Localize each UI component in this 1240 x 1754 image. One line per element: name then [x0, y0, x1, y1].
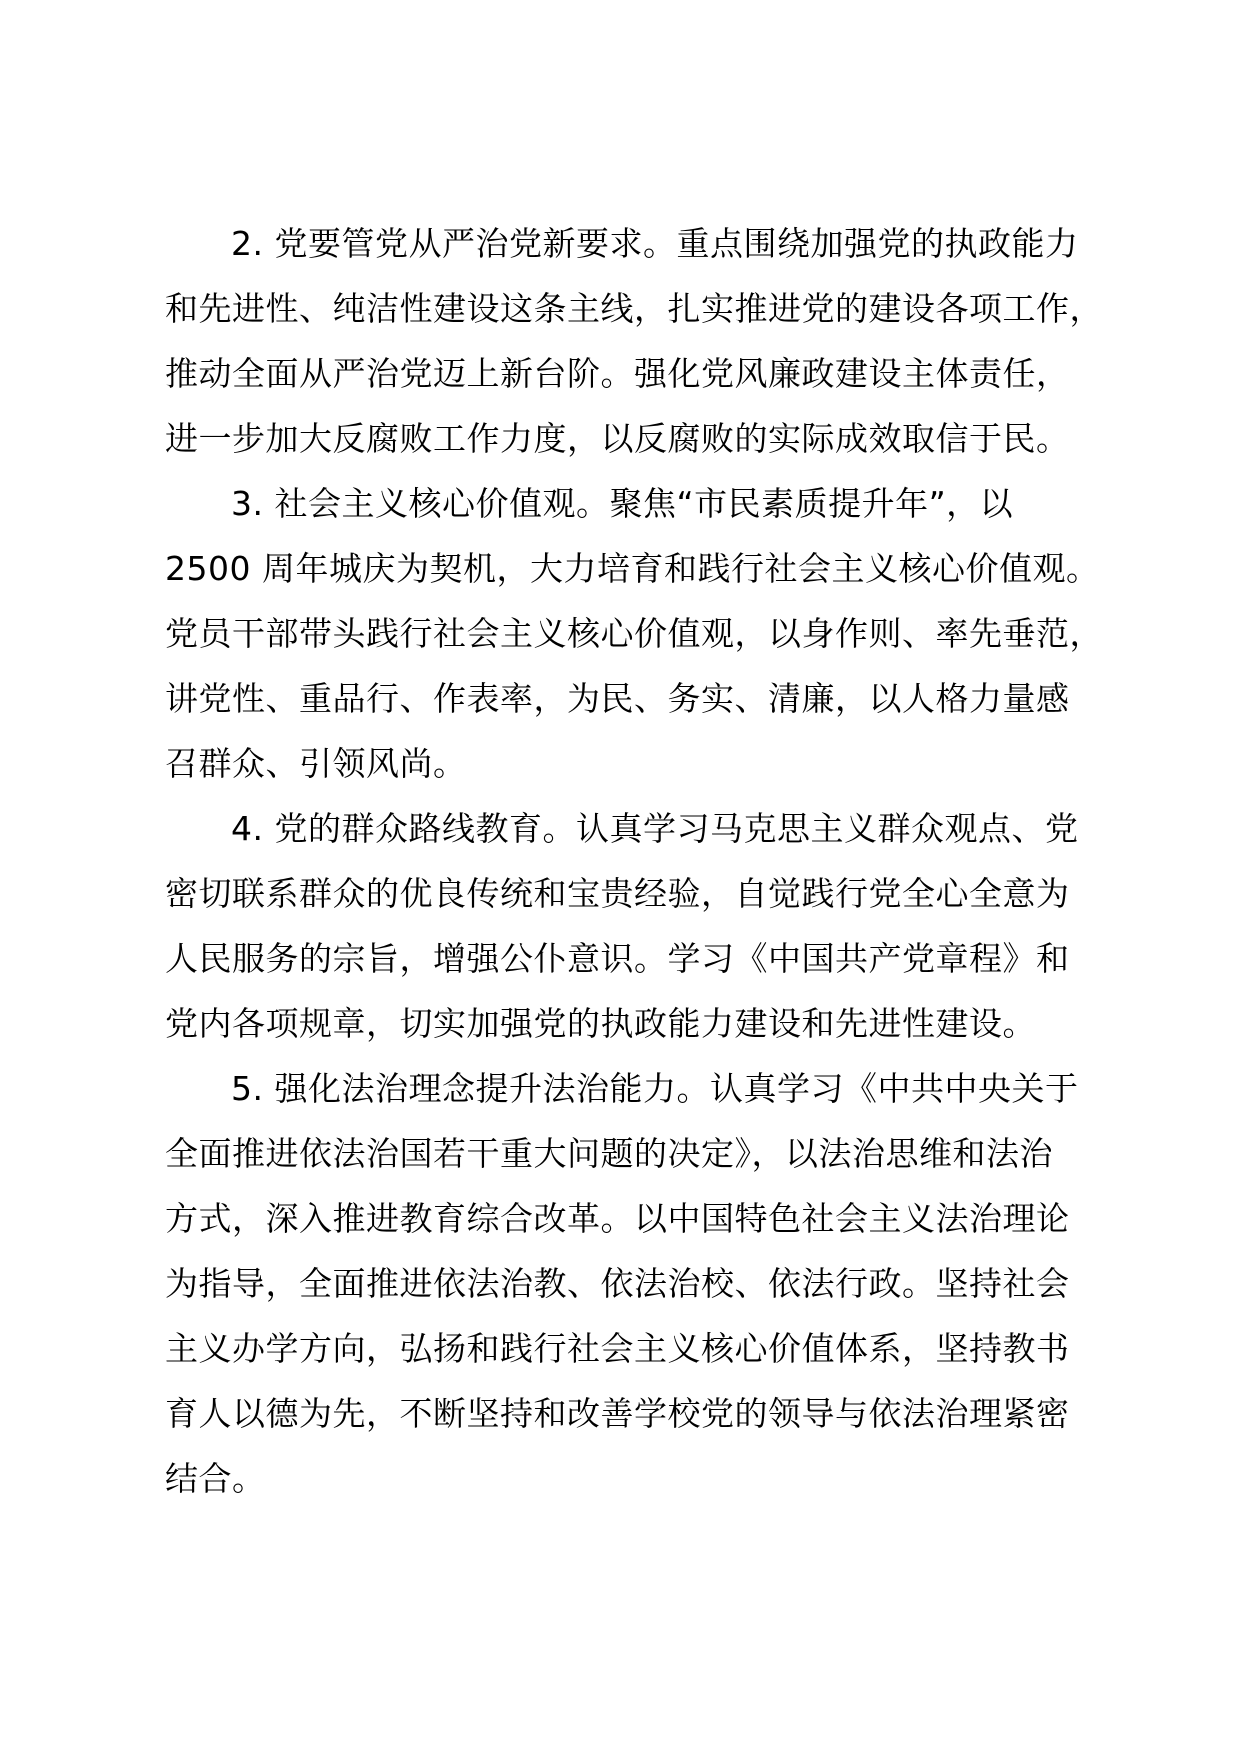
paragraph-4	[165, 796, 1085, 1056]
paragraph-line: 2500 周年城庆为契机，大力培育和践行社会主义核心价值观。	[165, 549, 1100, 588]
paragraph-line: 密切联系群众的优良传统和宝贵经验，自觉践行党全心全意为	[165, 874, 1070, 913]
paragraph-line: 育人以德为先，不断坚持和改善学校党的领导与依法治理紧密	[165, 1394, 1070, 1433]
paragraph-line: 和先进性、纯洁性建设这条主线，扎实推进党的建设各项工作，	[165, 289, 1103, 328]
paragraph-line: 5. 强化法治理念提升法治能力。认真学习《中共中央关于	[231, 1069, 1079, 1108]
paragraph-line: 人民服务的宗旨，增强公仆意识。学习《中国共产党章程》和	[165, 939, 1070, 978]
paragraph-line: 方式，深入推进教育综合改革。以中国特色社会主义法治理论	[165, 1199, 1070, 1238]
paragraph-line: 主义办学方向，弘扬和践行社会主义核心价值体系，坚持教书	[165, 1329, 1070, 1368]
paragraph-3	[165, 471, 1103, 796]
paragraph-line: 结合。	[165, 1459, 266, 1498]
paragraph-line: 进一步加大反腐败工作力度，以反腐败的实际成效取信于民。	[165, 419, 1070, 458]
paragraph-line: 党内各项规章，切实加强党的执政能力建设和先进性建设。	[165, 1004, 1036, 1043]
paragraph-line: 2. 党要管党从严治党新要求。重点围绕加强党的执政能力	[231, 224, 1079, 263]
paragraph-line: 4. 党的群众路线教育。认真学习马克思主义群众观点、党	[231, 809, 1079, 848]
paragraph-line: 讲党性、重品行、作表率，为民、务实、清廉，以人格力量感	[165, 679, 1070, 718]
paragraph-5	[165, 1056, 1085, 1511]
paragraph-line: 党员干部带头践行社会主义核心价值观，以身作则、率先垂范，	[165, 614, 1103, 653]
paragraph-line: 为指导，全面推进依法治教、依法治校、依法行政。坚持社会	[165, 1264, 1070, 1303]
paragraph-line: 召群众、引领风尚。	[165, 744, 467, 783]
paragraph-line: 3. 社会主义核心价值观。聚焦“市民素质提升年”，以	[231, 484, 1014, 523]
document-body	[165, 211, 1103, 1511]
paragraph-line: 全面推进依法治国若干重大问题的决定》，以法治思维和法治	[165, 1134, 1053, 1173]
paragraph-2	[165, 211, 1103, 471]
paragraph-line: 推动全面从严治党迈上新台阶。强化党风廉政建设主体责任，	[165, 354, 1070, 393]
